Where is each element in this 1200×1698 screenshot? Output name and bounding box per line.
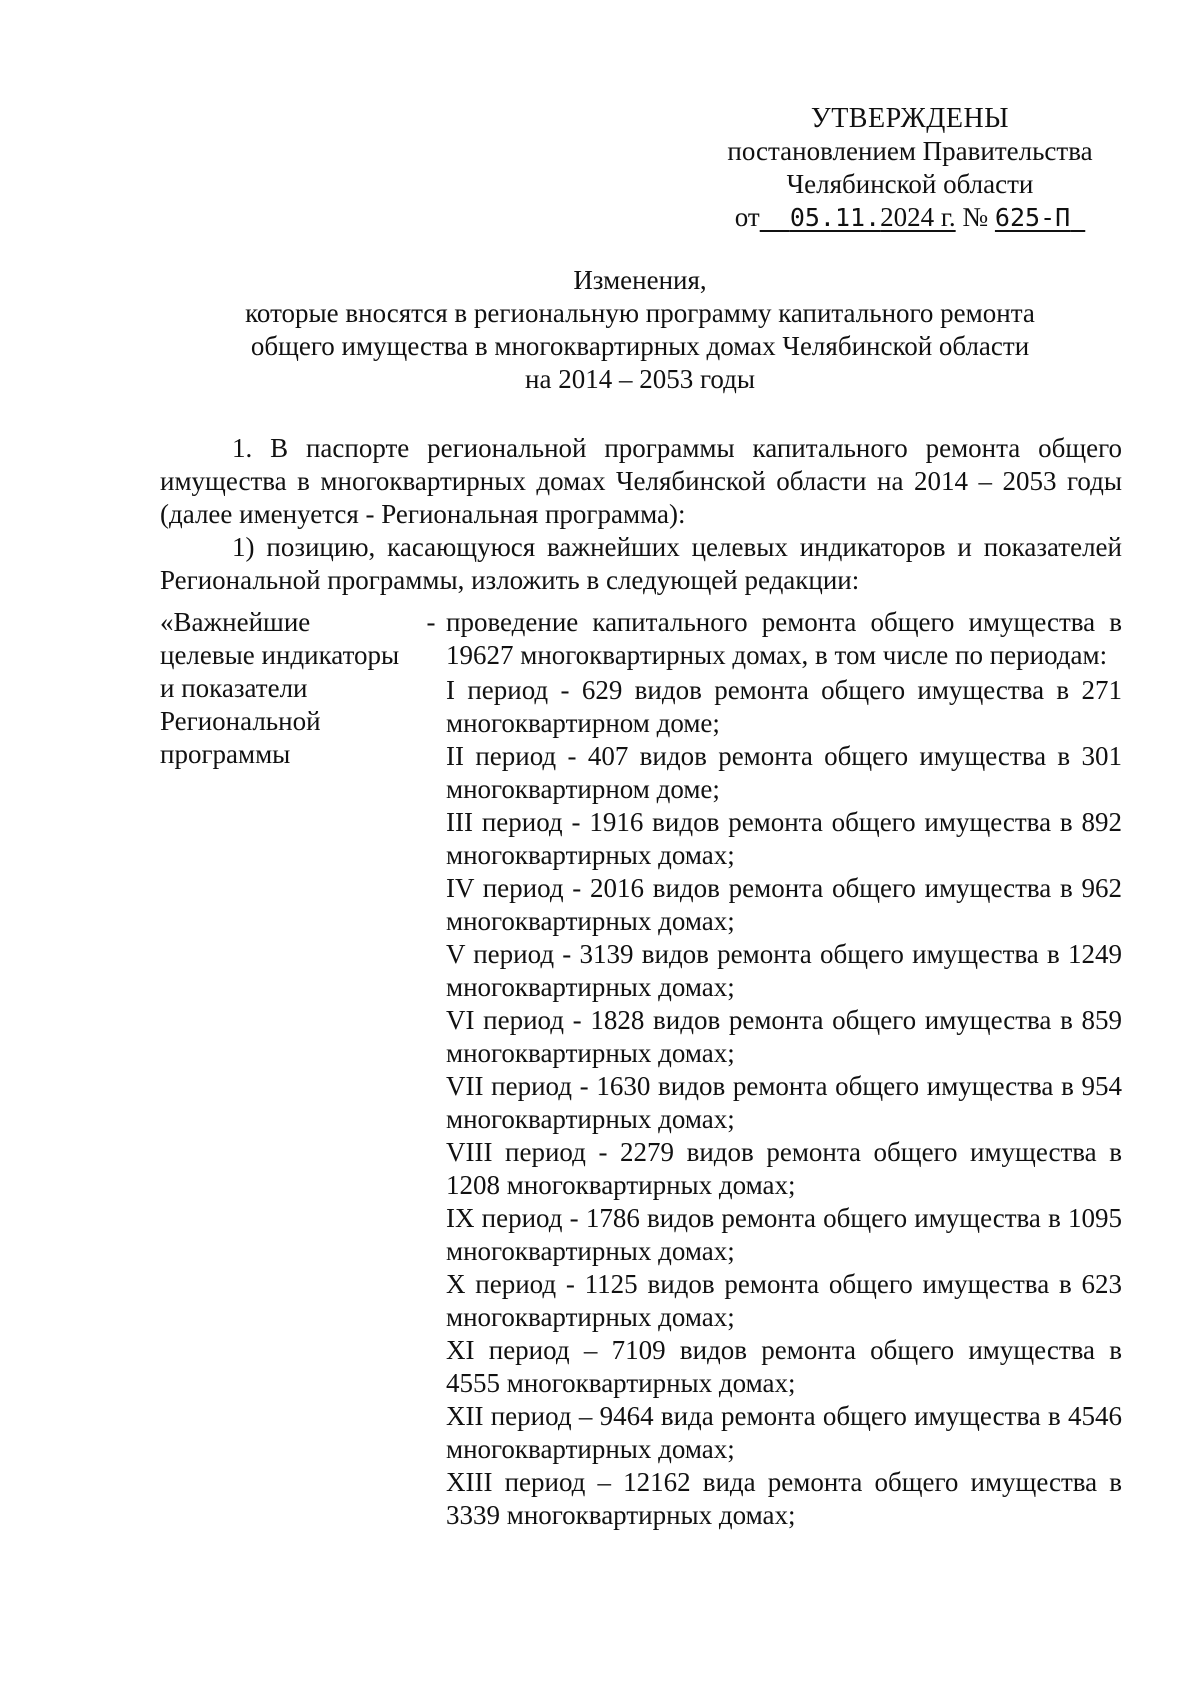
approval-stamp	[700, 102, 1120, 234]
position-value-column	[446, 606, 1122, 1532]
period-item: X период - 1125 видов ремонта общего имущества в 623 многоквартирных домах;	[446, 1269, 1122, 1332]
period-item: II период - 407 видов ремонта общего имущества в 301 многоквартирном доме;	[446, 741, 1122, 804]
approval-date-line	[700, 201, 1120, 234]
heading-line-3: общего имущества в многоквартирных домах Челябинской области	[250, 331, 1030, 361]
position-name-line: «Важнейшие	[160, 607, 311, 637]
period-item: XII период – 9464 вида ремонта общего имущества в 4546 многоквартирных домах;	[446, 1401, 1122, 1464]
heading-line-4: на 2014 – 2053 годы	[525, 364, 755, 394]
indicators-intro: проведение капитального ремонта общего имущества в 19627 многоквартирных домах, в том числе по периодам:	[446, 607, 1122, 670]
document-body	[160, 432, 1122, 597]
heading-line-2: которые вносятся в региональную программу капитального ремонта	[245, 298, 1035, 328]
period-item: VIII период - 2279 видов ремонта общего имущества в 1208 многоквартирных домах;	[446, 1137, 1122, 1200]
date-prefix: от	[734, 202, 760, 232]
date-value: 05.11.	[789, 203, 881, 232]
approval-line-2: Челябинской области	[786, 169, 1034, 199]
period-item: IV период - 2016 видов ремонта общего имущества в 962 многоквартирных домах;	[446, 873, 1122, 936]
number-value: 625-П	[994, 203, 1071, 232]
period-item: XIII период – 12162 вида ремонта общего имущества в 3339 многоквартирных домах;	[446, 1467, 1122, 1530]
approval-title: УТВЕРЖДЕНЫ	[810, 103, 1010, 134]
document-heading	[160, 264, 1120, 396]
position-name-column	[160, 606, 416, 1532]
period-item: XI период – 7109 видов ремонта общего имущества в 4555 многоквартирных домах;	[446, 1335, 1122, 1398]
paragraph-1: 1. В паспорте региональной программы капитального ремонта общего имущества в многоквартирных домах Челябинской области на 2014 – 2053 годы (далее именуется - Региональная программа):	[160, 433, 1122, 529]
period-item: V период - 3139 видов ремонта общего имущества в 1249 многоквартирных домах;	[446, 939, 1122, 1002]
number-sign: №	[962, 202, 989, 232]
paragraph-2: 1) позицию, касающуюся важнейших целевых индикаторов и показателей Региональной программы, изложить в следующей редакции:	[160, 532, 1122, 595]
passport-position-table	[160, 606, 1122, 1532]
period-item: IX период - 1786 видов ремонта общего имущества в 1095 многоквартирных домах;	[446, 1203, 1122, 1266]
heading-line-1: Изменения,	[573, 265, 707, 295]
approval-line-1: постановлением Правительства	[727, 136, 1093, 166]
period-item: VII период - 1630 видов ремонта общего имущества в 954 многоквартирных домах;	[446, 1071, 1122, 1134]
period-item: I период - 629 видов ремонта общего имущества в 271 многоквартирном доме;	[446, 675, 1122, 738]
position-name-line: и показатели	[160, 673, 308, 703]
period-item: VI период - 1828 видов ремонта общего имущества в 859 многоквартирных домах;	[446, 1005, 1122, 1068]
date-year: 2024 г.	[880, 202, 956, 232]
period-item: III период - 1916 видов ремонта общего имущества в 892 многоквартирных домах;	[446, 807, 1122, 870]
position-name-line: программы	[160, 739, 291, 769]
separator-dash: -	[426, 607, 436, 637]
position-name-line: Региональной	[160, 706, 321, 736]
position-name-line: целевые индикаторы	[160, 640, 400, 670]
